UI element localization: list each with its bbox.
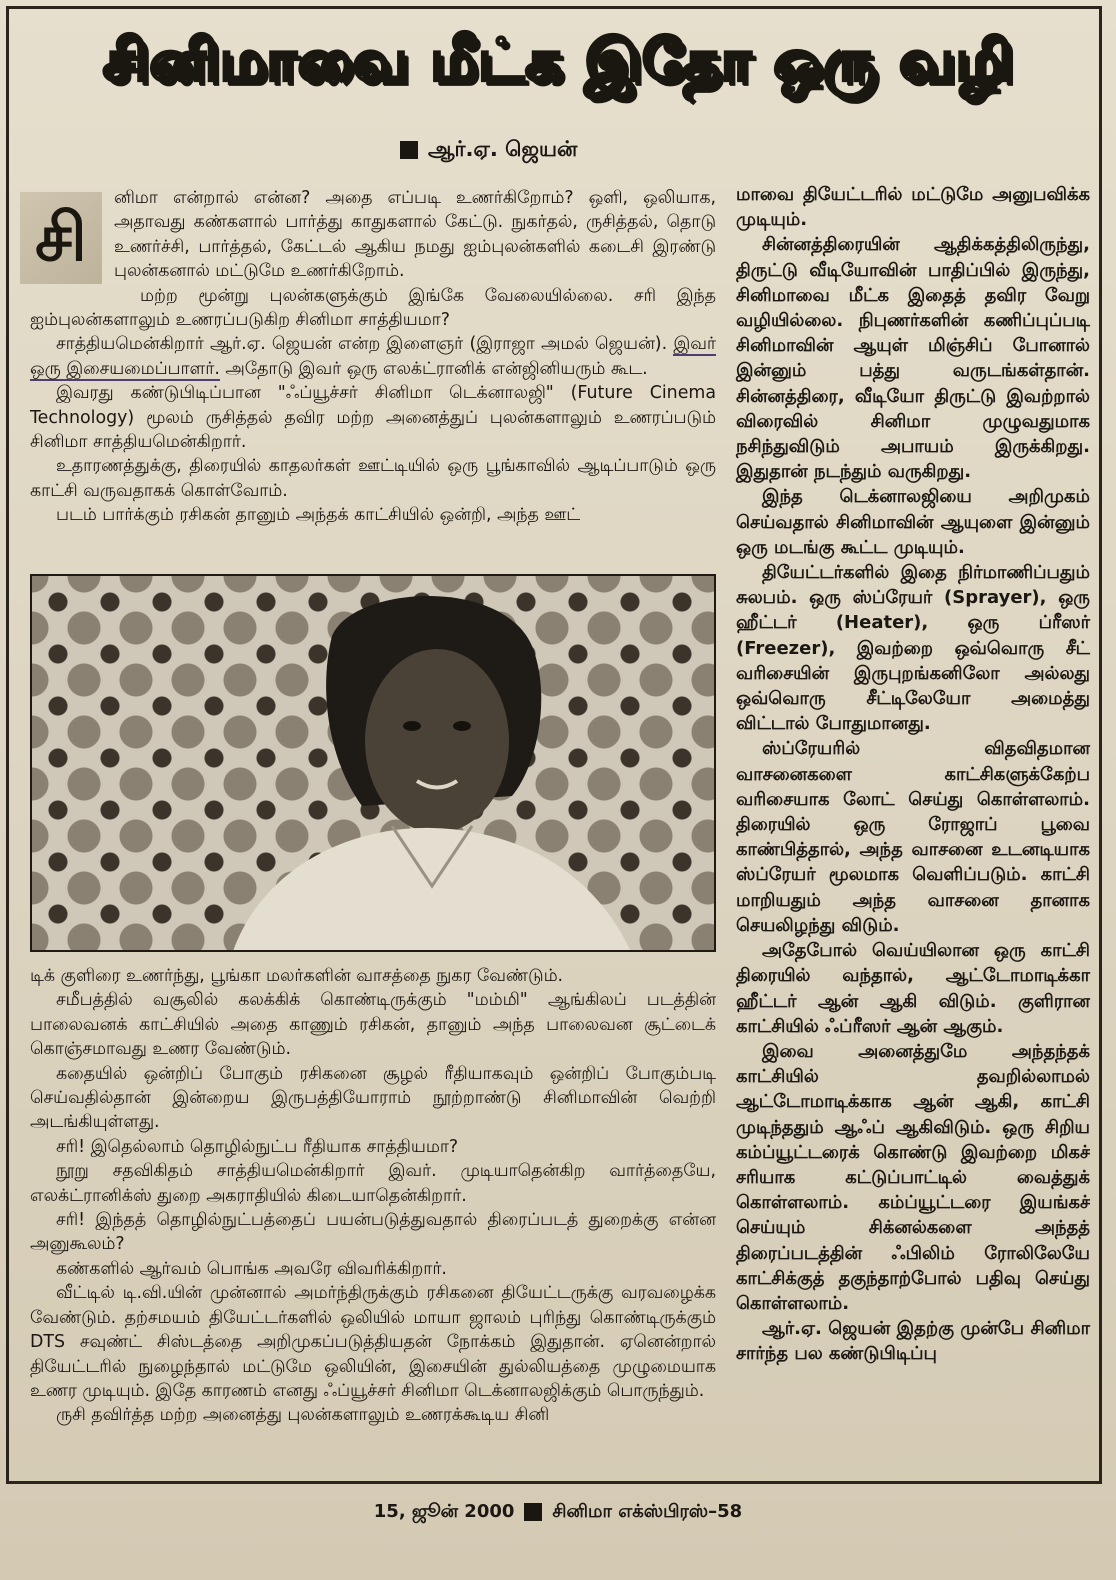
- publication-page: சினிமா எக்ஸ்பிரஸ்–58: [552, 1500, 743, 1522]
- issue-date: 15, ஜூன் 2000: [373, 1500, 515, 1522]
- headline: சினிமாவை மீட்க இதோ ஒரு வழி: [102, 26, 1014, 94]
- paragraph: சரி! இதெல்லாம் தொழில்நுட்ப ரீதியாக சாத்தியமா?: [56, 1136, 459, 1157]
- paragraph: கண்களில் ஆர்வம் பொங்க அவரே விவரிக்கிறார்.: [56, 1258, 447, 1279]
- paragraph-text: சாத்தியமென்கிறார் ஆர்.ஏ. ஜெயன் என்ற இளைஞர் (இராஜா அமல் ஜெயன்).: [56, 334, 668, 355]
- paragraph: ஸ்ப்ரேயரில் விதவிதமான வாசனைகளை காட்சிகளுக்கேற்ப வரிசையாக லோட் செய்து கொள்ளலாம். திரையில் ஒரு ரோஜாப் பூவை காண்பித்தால், அந்த வாசனை உடனடியாக ஸ்ப்ரேயர் மூலமாக வெளிப்படும். காட்சி மாறியதும் அந்த வாசனை தானாக செயலிழந்து விடும்.: [736, 738, 1090, 936]
- paragraph-text: அதோடு இவர் ஒரு எலக்ட்ரானிக் என்ஜினியரும் கூட.: [225, 358, 648, 379]
- left-column-bottom: [30, 964, 716, 1428]
- left-column-top: [30, 186, 716, 528]
- underlined-text: இவர் ஒரு இசையமைப்பாளர்.: [30, 334, 716, 379]
- paragraph: இவரது கண்டுபிடிப்பான "ஃப்யூச்சர் சினிமா டெக்னாலஜி" (Future Cinema Technology) மூலம் ருசித்தல் தவிர மற்ற அனைத்துப் புலன்களாலும் உணரப்படும் சினிமா சாத்தியமென்கிறார்.: [30, 383, 716, 453]
- square-bullet-icon: [524, 1503, 542, 1521]
- paragraph-text: னிமா என்றால் என்ன? அதை எப்படி உணர்கிறோம்? ஒளி, ஒலியாக, அதாவது கண்களால் பார்த்து காதுகளால் கேட்டு. நுகர்தல், ருசித்தல், தொடு உணர்ச்சி, பார்த்தல், கேட்டல் ஆகிய நமது ஐம்புலன்களில் கடைசி இரண்டு புலன்கனால் மட்டுமே உணர்கிறோம்.: [114, 188, 716, 282]
- portrait-figure: [32, 576, 716, 952]
- paragraph: உதாரணத்துக்கு, திரையில் காதலர்கள் ஊட்டியில் ஒரு பூங்காவில் ஆடிப்பாடும் ஒரு காட்சி வருவதாகக் கொள்வோம்.: [30, 456, 716, 501]
- paragraph: சமீபத்தில் வசூலில் கலக்கிக் கொண்டிருக்கும் "மம்மி" ஆங்கிலப் படத்தின் பாலைவனக் காட்சியில் அதை காணும் ரசிகன், தானும் அந்த பாலைவன சூட்டைக் கொஞ்சமாவது உணர வேண்டும்.: [30, 990, 716, 1060]
- paragraph: மற்ற மூன்று புலன்களுக்கும் இங்கே வேலையில்லை. சரி இந்த ஐம்புலன்களாலும் உணரப்படுகிற சினிமா சாத்தியமா?: [30, 285, 716, 331]
- byline-author: ஆர்.ஏ. ஜெயன்: [428, 136, 578, 161]
- byline: [400, 132, 720, 168]
- paragraph: படம் பார்க்கும் ரசிகன் தானும் அந்தக் காட்சியில் ஒன்றி, அந்த ஊட்: [56, 505, 581, 526]
- paragraph: [30, 332, 716, 381]
- paragraph: இவை அனைத்துமே அந்தந்தக் காட்சியில் தவறில்லாமல் ஆட்டோமாடிக்காக ஆன் ஆகி, காட்சி முடிந்ததும் ஆஃப் ஆகிவிடும். ஒரு சிறிய கம்ப்யூட்டரைக் கொண்டு இவற்றை மிகச் சரியாக கட்டுப்பாட்டில் வைத்துக் கொள்ளலாம். கம்ப்யூட்டரை இயங்கச் செய்யும் சிக்னல்களை அந்தத் திரைப்படத்தின் ஃபிலிம் ரோலிலேயே காட்சிக்குத் தகுந்தாற்போல் பதிவு செய்து கொள்ளலாம்.: [736, 1040, 1090, 1314]
- paragraph: மாவை தியேட்டரில் மட்டுமே அனுபவிக்க முடியும்.: [736, 184, 1090, 231]
- paragraph: சரி! இந்தத் தொழில்நுட்பத்தைப் பயன்படுத்துவதால் திரைப்படத் துறைக்கு என்ன அனுகூலம்?: [30, 1210, 716, 1255]
- paragraph: தியேட்டர்களில் இதை நிர்மாணிப்பதும் சுலபம். ஒரு ஸ்ப்ரேயர் (Sprayer), ஒரு ஹீட்டர் (Heater), ஒரு ப்ரீஸர் (Freezer), இவற்றை ஒவ்வொரு சீட் வரிசையின் இருபுறங்கனிலோ அல்லது ஒவ்வொரு சீட்டிலேயோ அமைத்து விட்டால் போதுமானது.: [736, 562, 1090, 735]
- paragraph: ஆர்.ஏ. ஜெயன் இதற்கு முன்பே சினிமா சார்ந்த பல கண்டுபிடிப்பு: [736, 1318, 1090, 1365]
- paragraph: இந்த டெக்னாலஜியை அறிமுகம் செய்வதால் சினிமாவின் ஆயுளை இன்னும் ஒரு மடங்கு கூட்ட முடியும்.: [736, 486, 1090, 558]
- paragraph: வீட்டில் டி.வி.யின் முன்னால் அமர்ந்திருக்கும் ரசிகனை தியேட்டருக்கு வரவழைக்க வேண்டும். தற்சமயம் தியேட்டர்களில் ஒலியில் மாயா ஜாலம் புரிந்து கொண்டிருக்கும் DTS சவுண்ட் சிஸ்டத்தை அறிமுகப்படுத்தியதன் நோக்கம் இதுதான். ஏனென்றால் தியேட்டரில் நுழைந்தால் மட்டுமே ஒலியின், இசையின் துல்லியத்தை முழுமையாக உணர முடியும். இதே காரணம் எனது ஃப்யூச்சர் சினிமா டெக்னாலஜிக்கும் பொருந்தும்.: [30, 1283, 716, 1401]
- portrait-photo: [30, 574, 716, 952]
- page-footer: [0, 1492, 1116, 1532]
- paragraph: டிக் குளிரை உணர்ந்து, பூங்கா மலர்களின் வாசத்தை நுகர வேண்டும்.: [30, 966, 564, 986]
- paragraph: சின்னத்திரையின் ஆதிக்கத்திலிருந்து, திருட்டு வீடியோவின் பாதிப்பில் இருந்து, சினிமாவை மீட்க இதைத் தவிர வேறு வழியில்லை. நிபுணர்களின் கணிப்புப்படி சினிமாவின் ஆயுள் மிஞ்சிப் போனால் இன்னும் பத்து வருடங்கள்தான். சின்னத்திரை, வீடியோ திருட்டு இவற்றால் விரைவில் சினிமா முழுவதுமாக நசிந்துவிடும் அபாயம் இருக்கிறது. இதுதான் நடந்தும் வருகிறது.: [736, 234, 1090, 483]
- square-bullet-icon: [400, 141, 418, 159]
- paragraph: நூறு சதவிகிதம் சாத்தியமென்கிறார் இவர். முடியாதென்கிற வார்த்தையே, எலக்ட்ரானிக்ஸ் துறை அகராதியில் கிடையாதென்கிறார்.: [30, 1161, 716, 1206]
- drop-cap: சி: [20, 192, 102, 284]
- paragraph: [30, 186, 716, 284]
- right-column: [736, 182, 1090, 1367]
- paragraph: கதையில் ஒன்றிப் போகும் ரசிகனை சூழல் ரீதியாகவும் ஒன்றிப் போகும்படி செய்வதில்தான் இன்றைய இருபத்தியோராம் நூற்றாண்டு சினிமாவின் வெற்றி அடங்கியுள்ளது.: [30, 1063, 716, 1133]
- paragraph: அதேபோல் வெய்யிலான ஒரு காட்சி திரையில் வந்தால், ஆட்டோமாடிக்கா ஹீட்டர் ஆன் ஆகி விடும். குளிரான காட்சியில் ஃப்ரீஸர் ஆன் ஆகும்.: [736, 940, 1090, 1037]
- paragraph: ருசி தவிர்த்த மற்ற அனைத்து புலன்களாலும் உணரக்கூடிய சினி: [56, 1405, 550, 1426]
